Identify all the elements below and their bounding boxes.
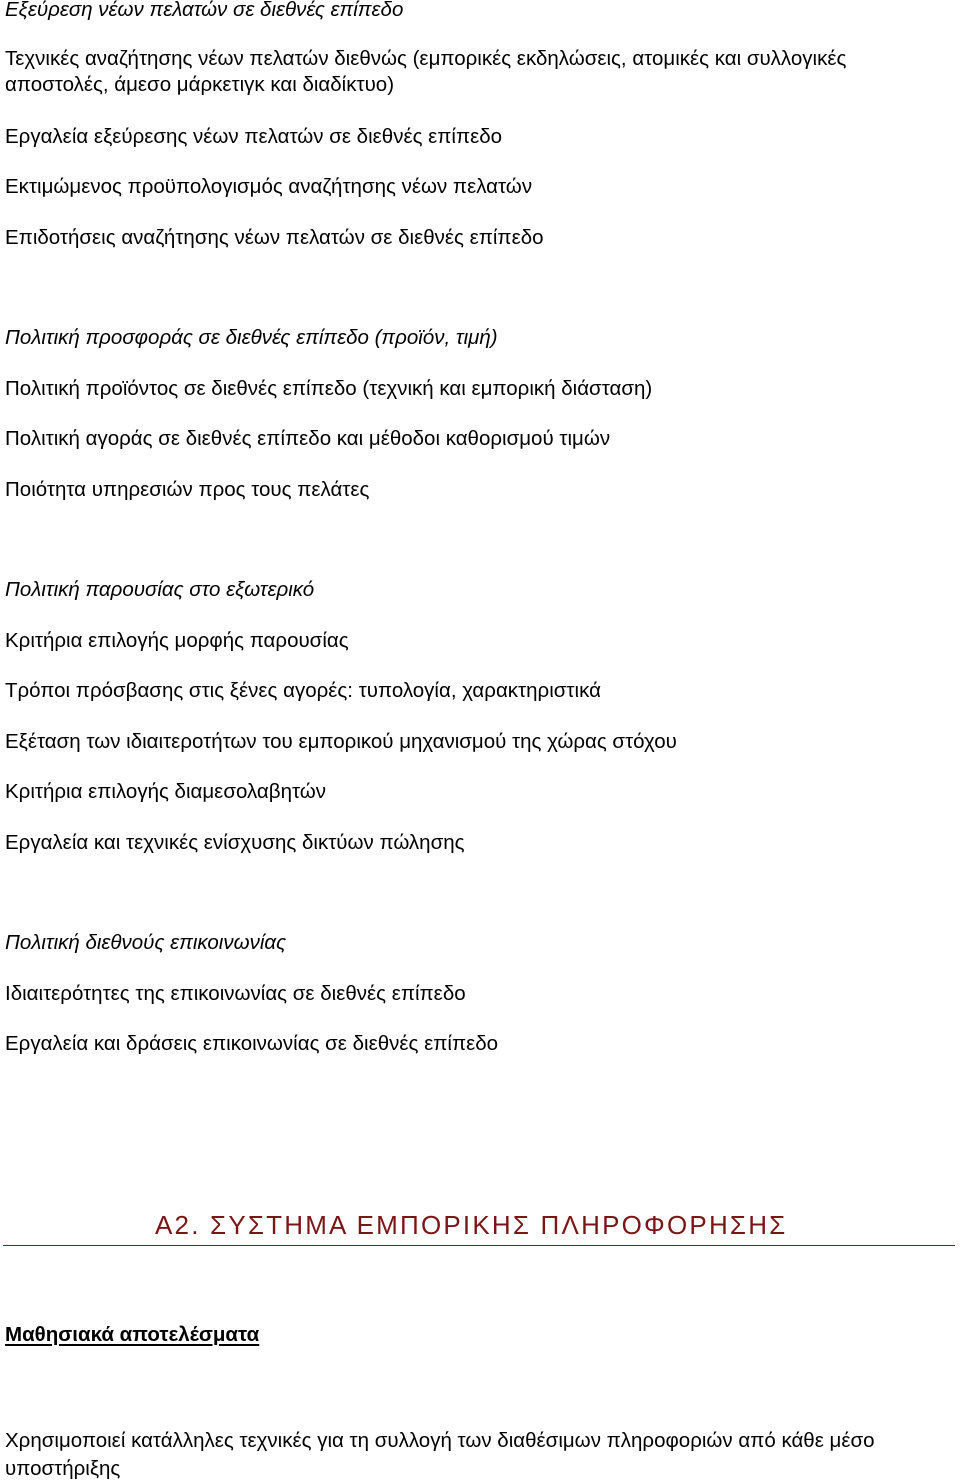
list-item: Κριτήρια επιλογής διαμεσολαβητών [5, 780, 327, 803]
subsection-heading-presence-policy: Πολιτική παρουσίας στο εξωτερικό [5, 578, 315, 601]
section-heading: Α2. ΣΥΣΤΗΜΑ ΕΜΠΟΡΙΚΗΣ ΠΛΗΡΟΦΟΡΗΣΗΣ [155, 1210, 788, 1240]
list-item: Πολιτική προϊόντος σε διεθνές επίπεδο (τεχνική και εμπορική διάσταση) [5, 377, 653, 400]
subsection-heading-communication-policy: Πολιτική διεθνούς επικοινωνίας [5, 931, 287, 954]
section-divider [3, 1245, 955, 1246]
learning-outcomes-heading: Μαθησιακά αποτελέσματα [5, 1323, 260, 1346]
list-item: Εργαλεία και δράσεις επικοινωνίας σε διεθνές επίπεδο [5, 1032, 499, 1055]
list-item: Ιδιαιτερότητες της επικοινωνίας σε διεθνές επίπεδο [5, 982, 466, 1005]
list-item: Επιδοτήσεις αναζήτησης νέων πελατών σε διεθνές επίπεδο [5, 226, 544, 249]
learning-outcomes-text: Χρησιμοποιεί κατάλληλες τεχνικές για τη συλλογή των διαθέσιμων πληροφοριών από κάθε μέσο υποστήριξης [5, 1429, 875, 1480]
list-item: Τρόποι πρόσβασης στις ξένες αγορές: τυπολογία, χαρακτηριστικά [5, 679, 601, 702]
list-item: Εξέταση των ιδιαιτεροτήτων του εμπορικού μηχανισμού της χώρας στόχου [5, 730, 677, 753]
list-item: Πολιτική αγοράς σε διεθνές επίπεδο και μέθοδοι καθορισμού τιμών [5, 427, 611, 450]
list-item: Εργαλεία και τεχνικές ενίσχυσης δικτύων πώλησης [5, 831, 465, 854]
list-item: Εργαλεία εξεύρεσης νέων πελατών σε διεθνές επίπεδο [5, 125, 503, 148]
subsection-heading-new-clients: Εξεύρεση νέων πελατών σε διεθνές επίπεδο [5, 0, 404, 21]
list-item: Ποιότητα υπηρεσιών προς τους πελάτες [5, 478, 370, 501]
list-item: Τεχνικές αναζήτησης νέων πελατών διεθνώς (εμπορικές εκδηλώσεις, ατομικές και συλλογικές αποστολές, άμεσο μάρκετιγκ και διαδίκτυο) [5, 47, 847, 96]
list-item: Εκτιμώμενος προϋπολογισμός αναζήτησης νέων πελατών [5, 175, 533, 198]
subsection-heading-offer-policy: Πολιτική προσφοράς σε διεθνές επίπεδο (προϊόν, τιμή) [5, 326, 498, 349]
list-item: Κριτήρια επιλογής μορφής παρουσίας [5, 629, 349, 652]
